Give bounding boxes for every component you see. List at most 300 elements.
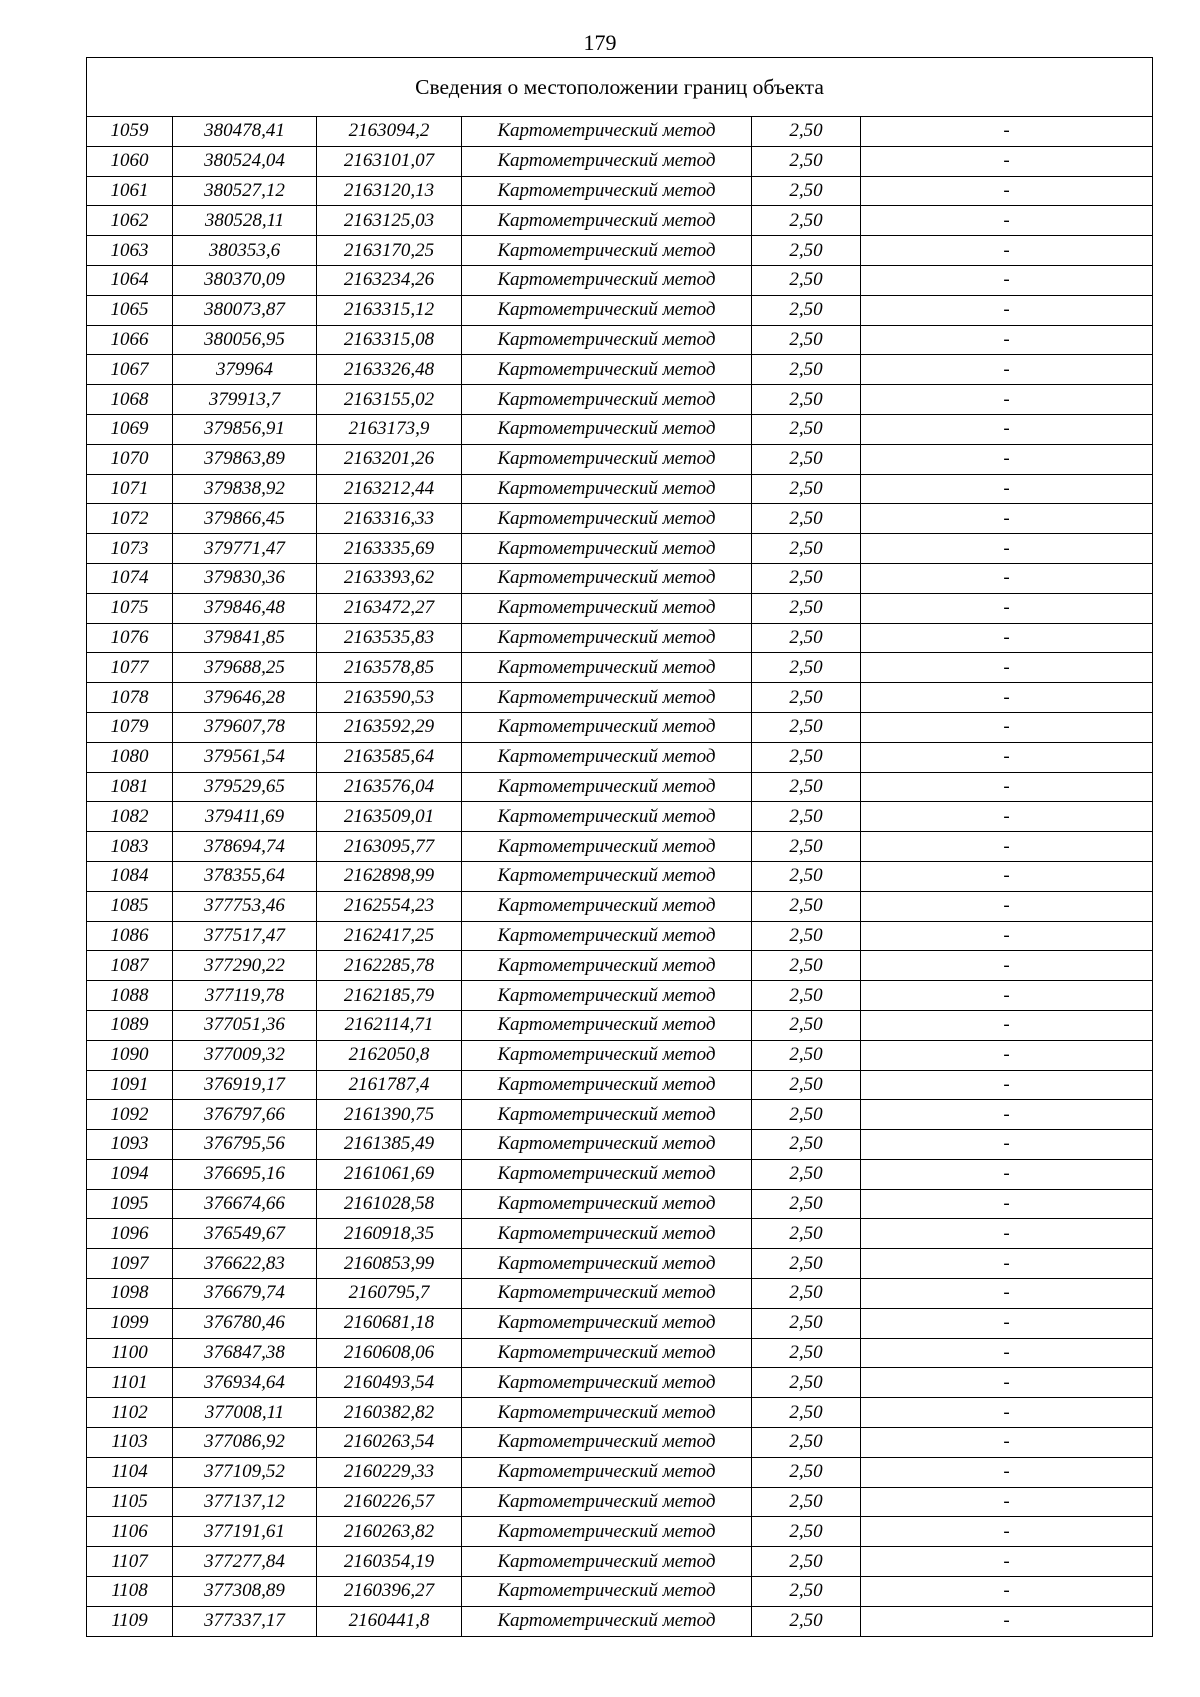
x-coordinate-cell: 379688,25 (173, 653, 317, 683)
point-number-cell: 1084 (87, 861, 173, 891)
method-cell: Картометрический метод (462, 265, 752, 295)
table-row (87, 474, 1153, 504)
x-coordinate-cell: 377290,22 (173, 951, 317, 981)
accuracy-cell: 2,50 (752, 534, 861, 564)
method-cell: Картометрический метод (462, 414, 752, 444)
accuracy-cell: 2,50 (752, 981, 861, 1011)
y-coordinate-cell: 2163155,02 (317, 385, 462, 415)
y-coordinate-cell: 2163095,77 (317, 832, 462, 862)
method-cell: Картометрический метод (462, 1249, 752, 1279)
point-number-cell: 1091 (87, 1070, 173, 1100)
point-number-cell: 1093 (87, 1130, 173, 1160)
x-coordinate-cell: 376797,66 (173, 1100, 317, 1130)
accuracy-cell: 2,50 (752, 206, 861, 236)
x-coordinate-cell: 379561,54 (173, 742, 317, 772)
y-coordinate-cell: 2161385,49 (317, 1130, 462, 1160)
y-coordinate-cell: 2163585,64 (317, 742, 462, 772)
method-cell: Картометрический метод (462, 236, 752, 266)
x-coordinate-cell: 380528,11 (173, 206, 317, 236)
accuracy-cell: 2,50 (752, 1159, 861, 1189)
table-row (87, 921, 1153, 951)
accuracy-cell: 2,50 (752, 1457, 861, 1487)
accuracy-cell: 2,50 (752, 1219, 861, 1249)
x-coordinate-cell: 376622,83 (173, 1249, 317, 1279)
description-cell: - (861, 1130, 1153, 1160)
table-row (87, 742, 1153, 772)
point-number-cell: 1079 (87, 712, 173, 742)
description-cell: - (861, 146, 1153, 176)
y-coordinate-cell: 2163101,07 (317, 146, 462, 176)
description-cell: - (861, 206, 1153, 236)
description-cell: - (861, 355, 1153, 385)
method-cell: Картометрический метод (462, 1368, 752, 1398)
x-coordinate-cell: 377086,92 (173, 1428, 317, 1458)
y-coordinate-cell: 2163535,83 (317, 623, 462, 653)
method-cell: Картометрический метод (462, 1547, 752, 1577)
point-number-cell: 1089 (87, 1010, 173, 1040)
method-cell: Картометрический метод (462, 1070, 752, 1100)
table-row (87, 117, 1153, 147)
method-cell: Картометрический метод (462, 921, 752, 951)
point-number-cell: 1066 (87, 325, 173, 355)
accuracy-cell: 2,50 (752, 117, 861, 147)
point-number-cell: 1109 (87, 1606, 173, 1636)
method-cell: Картометрический метод (462, 474, 752, 504)
y-coordinate-cell: 2163576,04 (317, 772, 462, 802)
accuracy-cell: 2,50 (752, 951, 861, 981)
method-cell: Картометрический метод (462, 295, 752, 325)
y-coordinate-cell: 2163393,62 (317, 563, 462, 593)
point-number-cell: 1062 (87, 206, 173, 236)
accuracy-cell: 2,50 (752, 712, 861, 742)
method-cell: Картометрический метод (462, 1308, 752, 1338)
point-number-cell: 1080 (87, 742, 173, 772)
description-cell: - (861, 444, 1153, 474)
point-number-cell: 1074 (87, 563, 173, 593)
accuracy-cell: 2,50 (752, 593, 861, 623)
y-coordinate-cell: 2162114,71 (317, 1010, 462, 1040)
x-coordinate-cell: 376674,66 (173, 1189, 317, 1219)
table-row (87, 206, 1153, 236)
point-number-cell: 1106 (87, 1517, 173, 1547)
method-cell: Картометрический метод (462, 861, 752, 891)
point-number-cell: 1081 (87, 772, 173, 802)
point-number-cell: 1087 (87, 951, 173, 981)
accuracy-cell: 2,50 (752, 1070, 861, 1100)
method-cell: Картометрический метод (462, 355, 752, 385)
method-cell: Картометрический метод (462, 951, 752, 981)
method-cell: Картометрический метод (462, 772, 752, 802)
method-cell: Картометрический метод (462, 1338, 752, 1368)
description-cell: - (861, 1010, 1153, 1040)
table-row (87, 1159, 1153, 1189)
accuracy-cell: 2,50 (752, 444, 861, 474)
x-coordinate-cell: 380370,09 (173, 265, 317, 295)
point-number-cell: 1075 (87, 593, 173, 623)
point-number-cell: 1083 (87, 832, 173, 862)
point-number-cell: 1090 (87, 1040, 173, 1070)
y-coordinate-cell: 2163125,03 (317, 206, 462, 236)
table-row (87, 1517, 1153, 1547)
point-number-cell: 1073 (87, 534, 173, 564)
x-coordinate-cell: 380527,12 (173, 176, 317, 206)
description-cell: - (861, 474, 1153, 504)
y-coordinate-cell: 2162898,99 (317, 861, 462, 891)
y-coordinate-cell: 2163316,33 (317, 504, 462, 534)
x-coordinate-cell: 379863,89 (173, 444, 317, 474)
method-cell: Картометрический метод (462, 117, 752, 147)
y-coordinate-cell: 2163120,13 (317, 176, 462, 206)
method-cell: Картометрический метод (462, 563, 752, 593)
table-row (87, 1189, 1153, 1219)
table-row (87, 1577, 1153, 1607)
point-number-cell: 1070 (87, 444, 173, 474)
x-coordinate-cell: 377308,89 (173, 1577, 317, 1607)
table-row (87, 325, 1153, 355)
table-row (87, 891, 1153, 921)
y-coordinate-cell: 2160608,06 (317, 1338, 462, 1368)
method-cell: Картометрический метод (462, 444, 752, 474)
accuracy-cell: 2,50 (752, 1338, 861, 1368)
x-coordinate-cell: 377051,36 (173, 1010, 317, 1040)
y-coordinate-cell: 2160795,7 (317, 1279, 462, 1309)
table-title: Сведения о местоположении границ объекта (87, 58, 1153, 117)
description-cell: - (861, 981, 1153, 1011)
x-coordinate-cell: 379856,91 (173, 414, 317, 444)
y-coordinate-cell: 2160441,8 (317, 1606, 462, 1636)
table-row (87, 623, 1153, 653)
table-row (87, 1308, 1153, 1338)
method-cell: Картометрический метод (462, 683, 752, 713)
x-coordinate-cell: 379771,47 (173, 534, 317, 564)
description-cell: - (861, 653, 1153, 683)
method-cell: Картометрический метод (462, 1040, 752, 1070)
y-coordinate-cell: 2161787,4 (317, 1070, 462, 1100)
accuracy-cell: 2,50 (752, 146, 861, 176)
table-row (87, 1368, 1153, 1398)
method-cell: Картометрический метод (462, 206, 752, 236)
x-coordinate-cell: 376934,64 (173, 1368, 317, 1398)
accuracy-cell: 2,50 (752, 1040, 861, 1070)
x-coordinate-cell: 379607,78 (173, 712, 317, 742)
point-number-cell: 1094 (87, 1159, 173, 1189)
table-row (87, 1010, 1153, 1040)
description-cell: - (861, 1457, 1153, 1487)
point-number-cell: 1088 (87, 981, 173, 1011)
x-coordinate-cell: 380524,04 (173, 146, 317, 176)
y-coordinate-cell: 2160229,33 (317, 1457, 462, 1487)
table-row (87, 534, 1153, 564)
y-coordinate-cell: 2163335,69 (317, 534, 462, 564)
table-row (87, 355, 1153, 385)
description-cell: - (861, 1249, 1153, 1279)
y-coordinate-cell: 2160263,54 (317, 1428, 462, 1458)
description-cell: - (861, 176, 1153, 206)
method-cell: Картометрический метод (462, 832, 752, 862)
point-number-cell: 1104 (87, 1457, 173, 1487)
point-number-cell: 1064 (87, 265, 173, 295)
y-coordinate-cell: 2163315,08 (317, 325, 462, 355)
description-cell: - (861, 1577, 1153, 1607)
x-coordinate-cell: 376847,38 (173, 1338, 317, 1368)
table-title-row (87, 58, 1153, 117)
point-number-cell: 1067 (87, 355, 173, 385)
point-number-cell: 1076 (87, 623, 173, 653)
table-row (87, 1219, 1153, 1249)
table-row (87, 1249, 1153, 1279)
table-row (87, 653, 1153, 683)
table-row (87, 236, 1153, 266)
method-cell: Картометрический метод (462, 325, 752, 355)
accuracy-cell: 2,50 (752, 236, 861, 266)
point-number-cell: 1101 (87, 1368, 173, 1398)
table-row (87, 1457, 1153, 1487)
table-row (87, 951, 1153, 981)
x-coordinate-cell: 379529,65 (173, 772, 317, 802)
method-cell: Картометрический метод (462, 146, 752, 176)
method-cell: Картометрический метод (462, 1577, 752, 1607)
x-coordinate-cell: 380056,95 (173, 325, 317, 355)
table-row (87, 1040, 1153, 1070)
method-cell: Картометрический метод (462, 712, 752, 742)
y-coordinate-cell: 2162050,8 (317, 1040, 462, 1070)
x-coordinate-cell: 379846,48 (173, 593, 317, 623)
description-cell: - (861, 1189, 1153, 1219)
accuracy-cell: 2,50 (752, 921, 861, 951)
table-row (87, 504, 1153, 534)
table-row (87, 683, 1153, 713)
accuracy-cell: 2,50 (752, 1100, 861, 1130)
y-coordinate-cell: 2160853,99 (317, 1249, 462, 1279)
y-coordinate-cell: 2161061,69 (317, 1159, 462, 1189)
table-row (87, 1606, 1153, 1636)
x-coordinate-cell: 379646,28 (173, 683, 317, 713)
point-number-cell: 1107 (87, 1547, 173, 1577)
point-number-cell: 1108 (87, 1577, 173, 1607)
x-coordinate-cell: 379866,45 (173, 504, 317, 534)
description-cell: - (861, 534, 1153, 564)
table-row (87, 1398, 1153, 1428)
method-cell: Картометрический метод (462, 1130, 752, 1160)
x-coordinate-cell: 377109,52 (173, 1457, 317, 1487)
description-cell: - (861, 742, 1153, 772)
x-coordinate-cell: 376679,74 (173, 1279, 317, 1309)
method-cell: Картометрический метод (462, 1100, 752, 1130)
accuracy-cell: 2,50 (752, 1547, 861, 1577)
accuracy-cell: 2,50 (752, 683, 861, 713)
accuracy-cell: 2,50 (752, 504, 861, 534)
table-row (87, 444, 1153, 474)
y-coordinate-cell: 2163094,2 (317, 117, 462, 147)
x-coordinate-cell: 376695,16 (173, 1159, 317, 1189)
description-cell: - (861, 772, 1153, 802)
method-cell: Картометрический метод (462, 593, 752, 623)
y-coordinate-cell: 2163509,01 (317, 802, 462, 832)
x-coordinate-cell: 377337,17 (173, 1606, 317, 1636)
description-cell: - (861, 1279, 1153, 1309)
accuracy-cell: 2,50 (752, 1249, 861, 1279)
point-number-cell: 1063 (87, 236, 173, 266)
table-row (87, 295, 1153, 325)
table-row (87, 1428, 1153, 1458)
method-cell: Картометрический метод (462, 623, 752, 653)
y-coordinate-cell: 2162417,25 (317, 921, 462, 951)
accuracy-cell: 2,50 (752, 1010, 861, 1040)
point-number-cell: 1086 (87, 921, 173, 951)
accuracy-cell: 2,50 (752, 623, 861, 653)
description-cell: - (861, 236, 1153, 266)
y-coordinate-cell: 2163578,85 (317, 653, 462, 683)
y-coordinate-cell: 2163173,9 (317, 414, 462, 444)
point-number-cell: 1102 (87, 1398, 173, 1428)
y-coordinate-cell: 2160226,57 (317, 1487, 462, 1517)
method-cell: Картометрический метод (462, 742, 752, 772)
description-cell: - (861, 1308, 1153, 1338)
x-coordinate-cell: 380353,6 (173, 236, 317, 266)
accuracy-cell: 2,50 (752, 742, 861, 772)
x-coordinate-cell: 379841,85 (173, 623, 317, 653)
accuracy-cell: 2,50 (752, 1308, 861, 1338)
method-cell: Картометрический метод (462, 176, 752, 206)
y-coordinate-cell: 2160493,54 (317, 1368, 462, 1398)
y-coordinate-cell: 2163472,27 (317, 593, 462, 623)
description-cell: - (861, 623, 1153, 653)
accuracy-cell: 2,50 (752, 563, 861, 593)
point-number-cell: 1078 (87, 683, 173, 713)
method-cell: Картометрический метод (462, 653, 752, 683)
page-number: 179 (583, 30, 617, 55)
point-number-cell: 1105 (87, 1487, 173, 1517)
description-cell: - (861, 1368, 1153, 1398)
accuracy-cell: 2,50 (752, 1577, 861, 1607)
method-cell: Картометрический метод (462, 1606, 752, 1636)
accuracy-cell: 2,50 (752, 653, 861, 683)
y-coordinate-cell: 2163201,26 (317, 444, 462, 474)
y-coordinate-cell: 2160681,18 (317, 1308, 462, 1338)
y-coordinate-cell: 2163234,26 (317, 265, 462, 295)
y-coordinate-cell: 2160382,82 (317, 1398, 462, 1428)
x-coordinate-cell: 377119,78 (173, 981, 317, 1011)
description-cell: - (861, 891, 1153, 921)
point-number-cell: 1072 (87, 504, 173, 534)
y-coordinate-cell: 2162185,79 (317, 981, 462, 1011)
description-cell: - (861, 683, 1153, 713)
table-row (87, 265, 1153, 295)
accuracy-cell: 2,50 (752, 1428, 861, 1458)
method-cell: Картометрический метод (462, 981, 752, 1011)
y-coordinate-cell: 2160918,35 (317, 1219, 462, 1249)
table-row (87, 981, 1153, 1011)
method-cell: Картометрический метод (462, 891, 752, 921)
description-cell: - (861, 1070, 1153, 1100)
table-row (87, 802, 1153, 832)
accuracy-cell: 2,50 (752, 1368, 861, 1398)
point-number-cell: 1092 (87, 1100, 173, 1130)
y-coordinate-cell: 2161390,75 (317, 1100, 462, 1130)
description-cell: - (861, 1159, 1153, 1189)
accuracy-cell: 2,50 (752, 802, 861, 832)
x-coordinate-cell: 379913,7 (173, 385, 317, 415)
point-number-cell: 1097 (87, 1249, 173, 1279)
accuracy-cell: 2,50 (752, 414, 861, 444)
accuracy-cell: 2,50 (752, 385, 861, 415)
accuracy-cell: 2,50 (752, 325, 861, 355)
x-coordinate-cell: 378694,74 (173, 832, 317, 862)
table-row (87, 1070, 1153, 1100)
boundary-table (86, 57, 1153, 1637)
method-cell: Картометрический метод (462, 1457, 752, 1487)
point-number-cell: 1060 (87, 146, 173, 176)
table-row (87, 712, 1153, 742)
method-cell: Картометрический метод (462, 1517, 752, 1547)
x-coordinate-cell: 376549,67 (173, 1219, 317, 1249)
accuracy-cell: 2,50 (752, 295, 861, 325)
x-coordinate-cell: 379964 (173, 355, 317, 385)
y-coordinate-cell: 2163212,44 (317, 474, 462, 504)
y-coordinate-cell: 2160354,19 (317, 1547, 462, 1577)
x-coordinate-cell: 379838,92 (173, 474, 317, 504)
table-row (87, 563, 1153, 593)
y-coordinate-cell: 2163326,48 (317, 355, 462, 385)
table-body (87, 117, 1153, 1637)
x-coordinate-cell: 379830,36 (173, 563, 317, 593)
x-coordinate-cell: 376780,46 (173, 1308, 317, 1338)
method-cell: Картометрический метод (462, 1487, 752, 1517)
x-coordinate-cell: 377008,11 (173, 1398, 317, 1428)
table-row (87, 772, 1153, 802)
point-number-cell: 1095 (87, 1189, 173, 1219)
x-coordinate-cell: 380478,41 (173, 117, 317, 147)
point-number-cell: 1100 (87, 1338, 173, 1368)
method-cell: Картометрический метод (462, 534, 752, 564)
method-cell: Картометрический метод (462, 802, 752, 832)
point-number-cell: 1099 (87, 1308, 173, 1338)
x-coordinate-cell: 377753,46 (173, 891, 317, 921)
table-row (87, 176, 1153, 206)
y-coordinate-cell: 2160396,27 (317, 1577, 462, 1607)
accuracy-cell: 2,50 (752, 772, 861, 802)
description-cell: - (861, 712, 1153, 742)
x-coordinate-cell: 377137,12 (173, 1487, 317, 1517)
table-row (87, 1547, 1153, 1577)
point-number-cell: 1077 (87, 653, 173, 683)
y-coordinate-cell: 2160263,82 (317, 1517, 462, 1547)
point-number-cell: 1068 (87, 385, 173, 415)
accuracy-cell: 2,50 (752, 891, 861, 921)
accuracy-cell: 2,50 (752, 1517, 861, 1547)
method-cell: Картометрический метод (462, 1010, 752, 1040)
accuracy-cell: 2,50 (752, 1606, 861, 1636)
accuracy-cell: 2,50 (752, 832, 861, 862)
method-cell: Картометрический метод (462, 1219, 752, 1249)
description-cell: - (861, 1428, 1153, 1458)
description-cell: - (861, 921, 1153, 951)
accuracy-cell: 2,50 (752, 1189, 861, 1219)
description-cell: - (861, 414, 1153, 444)
point-number-cell: 1069 (87, 414, 173, 444)
x-coordinate-cell: 377277,84 (173, 1547, 317, 1577)
y-coordinate-cell: 2162285,78 (317, 951, 462, 981)
description-cell: - (861, 802, 1153, 832)
point-number-cell: 1065 (87, 295, 173, 325)
accuracy-cell: 2,50 (752, 355, 861, 385)
description-cell: - (861, 295, 1153, 325)
point-number-cell: 1082 (87, 802, 173, 832)
description-cell: - (861, 504, 1153, 534)
accuracy-cell: 2,50 (752, 1130, 861, 1160)
table-row (87, 593, 1153, 623)
table-row (87, 1130, 1153, 1160)
